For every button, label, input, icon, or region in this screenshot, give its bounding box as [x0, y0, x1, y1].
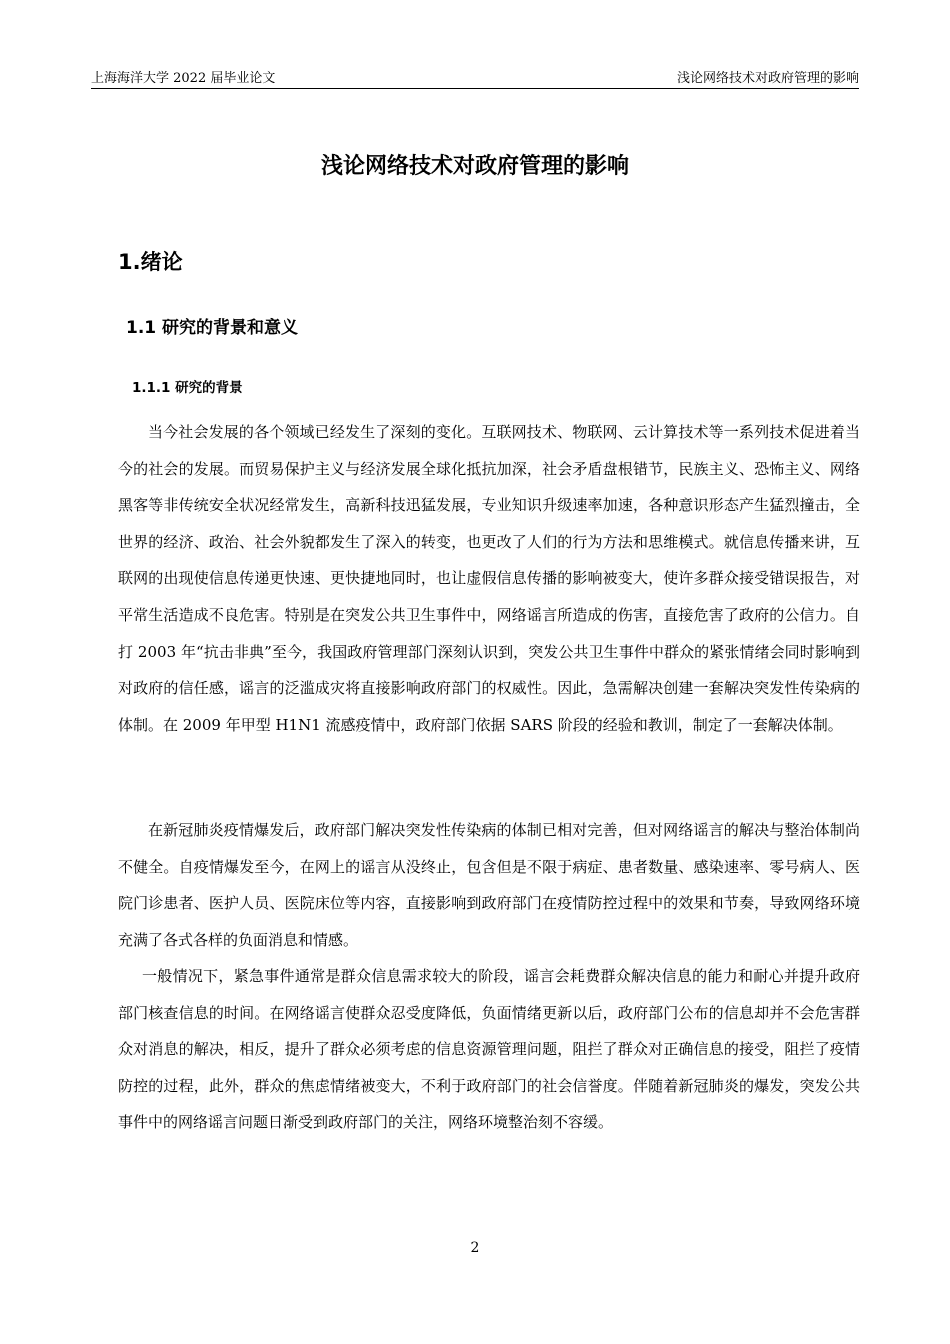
paragraph-text: 一般情况下，紧急事件通常是群众信息需求较大的阶段，谣言会耗费群众解决信息的能力和耐心并提升政府部门核查信息的时间。在网络谣言使群众忍受度降低，负面情绪更新以后，政府部门公布的信息却并不会危害群众对消息的解决，相反，提升了群众必须考虑的信息资源管理问题，阻拦了群众对正确信息的接受，阻拦了疫情防控的过程，此外，群众的焦虑情绪被变大，不利于政府部门的社会信誉度。伴随着新冠肺炎的爆发，突发公共事件中的网络谣言问题日渐受到政府部门的关注，网络环境整治刻不容缓。: [118, 967, 860, 1132]
subsection-heading: 1.1 研究的背景和意义: [126, 318, 299, 338]
header-left-text: 上海海洋大学 2022 届毕业论文: [91, 71, 276, 86]
document-title: 浅论网络技术对政府管理的影响: [320, 154, 629, 179]
page-header: [91, 64, 859, 89]
paragraph-text: 当今社会发展的各个领域已经发生了深刻的变化。互联网技术、物联网、云计算技术等一系列技术促进着当今的社会的发展。而贸易保护主义与经济发展全球化抵抗加深，社会矛盾盘根错节，民族主义、恐怖主义、网络黑客等非传统安全状况经常发生，高新科技迅猛发展，专业知识升级速率加速，各种意识形态产生猛烈撞击，全世界的经济、政治、社会外貌都发生了深入的转变，也更改了人们的行为方法和思维模式。就信息传播来讲，互联网的出现使信息传递更快速、更快捷地同时，也让虚假信息传播的影响被变大，使许多群众接受错误报告，对平常生活造成不良危害。特别是在突发公共卫生事件中，网络谣言所造成的伤害，直接危害了政府的公信力。自打 2003 年“抗击非典”至今，我国政府管理部门深刻认识到，突发公共卫生事件中群众的紧张情绪会同时影响到对政府的信任感，谣言的泛滥成灾将直接影响政府部门的权威性。因此，急需解决创建一套解决突发性传染病的体制。在 2009 年甲型 H1N1 流感疫情中，政府部门依据 SARS 阶段的经验和教训，制定了一套解决体制。: [118, 423, 860, 734]
paragraph-3: [118, 958, 860, 1141]
header-right-text: 浅论网络技术对政府管理的影响: [676, 71, 859, 86]
section-heading: 1.绪论: [118, 250, 183, 274]
page-number: 2: [470, 1240, 480, 1256]
paragraph-text: 在新冠肺炎疫情爆发后，政府部门解决突发性传染病的体制已相对完善，但对网络谣言的解决与整治体制尚不健全。自疫情爆发至今，在网上的谣言从没终止，包含但是不限于病症、患者数量、感染速率、零号病人、医院门诊患者、医护人员、医院床位等内容，直接影响到政府部门在疫情防控过程中的效果和节奏，导致网络环境充满了各式各样的负面消息和情感。: [118, 821, 860, 949]
paragraph-1: [118, 414, 860, 743]
paragraph-2: [118, 812, 860, 958]
subsubsection-heading: 1.1.1 研究的背景: [132, 380, 243, 396]
